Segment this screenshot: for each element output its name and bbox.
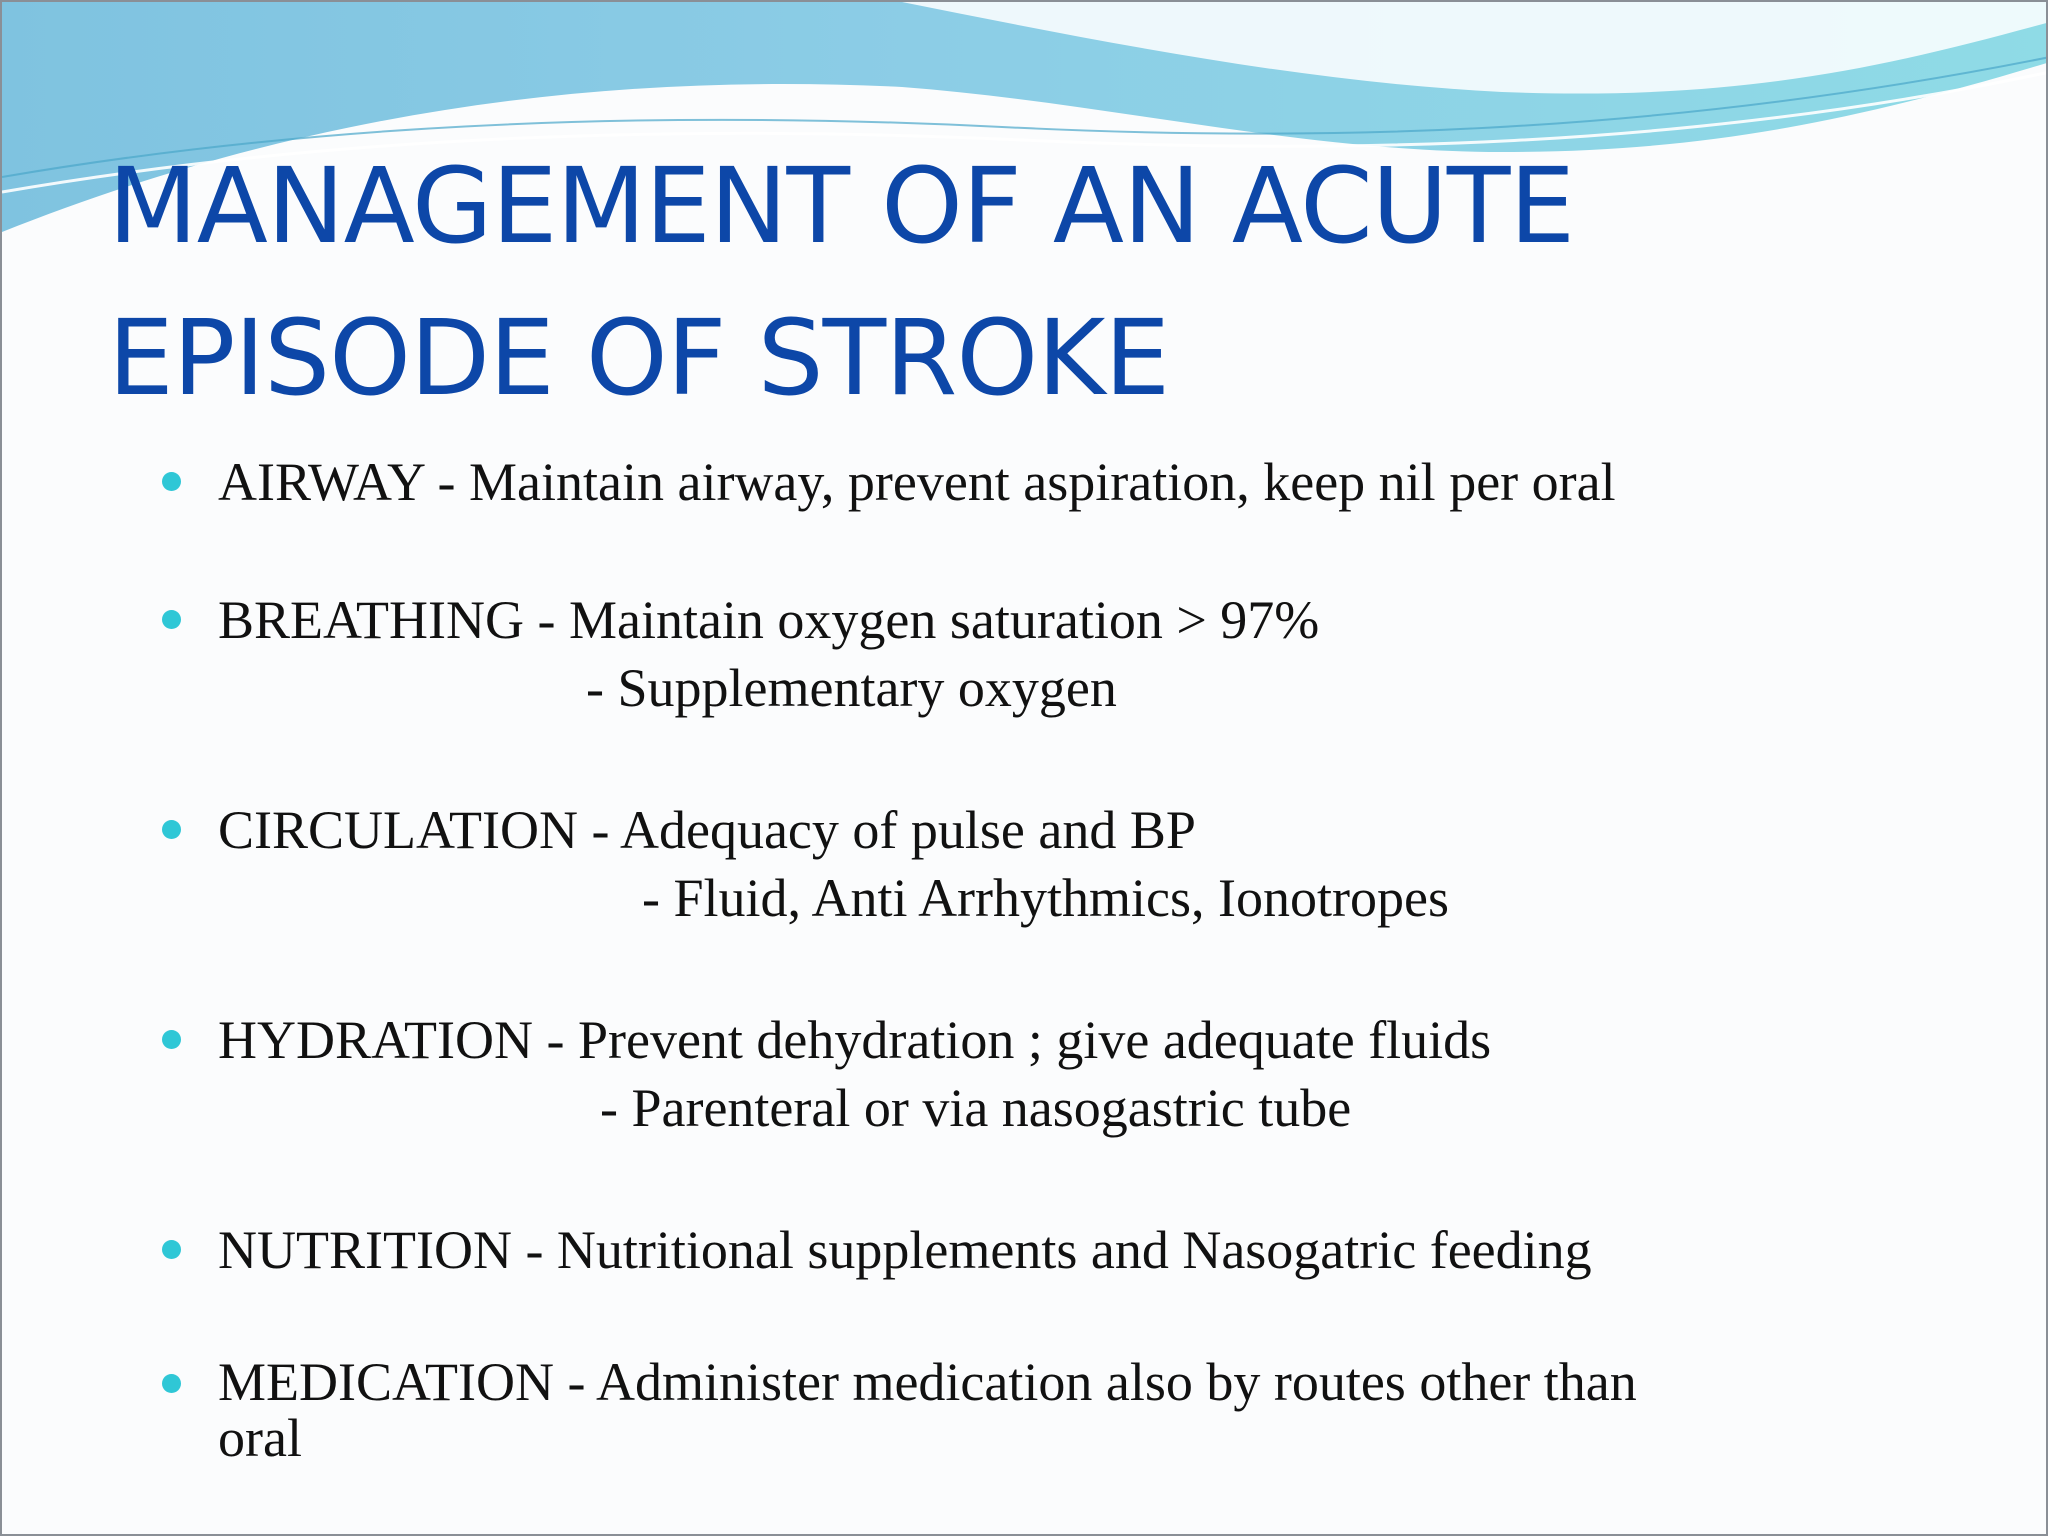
bullet-text: NUTRITION - Nutritional supplements and Nasogatric feeding	[218, 1220, 1592, 1280]
bullet-dot-icon	[162, 1240, 181, 1259]
bullet-dot-icon	[162, 610, 181, 629]
bullet-hydration	[218, 1006, 1491, 1142]
bullet-dot-icon	[162, 472, 181, 491]
bullet-text: MEDICATION - Administer medication also by routes other than	[218, 1352, 1637, 1412]
bullet-airway	[218, 448, 1616, 516]
bullet-text: AIRWAY - Maintain airway, prevent aspiration, keep nil per oral	[218, 452, 1616, 512]
title-line-1: MANAGEMENT OF AN ACUTE	[108, 145, 1575, 267]
bullet-text: BREATHING - Maintain oxygen saturation > 97%	[218, 590, 1320, 650]
bullet-circulation	[218, 796, 1449, 932]
bullet-dot-icon	[162, 1374, 181, 1393]
bullet-subtext: - Supplementary oxygen	[586, 658, 1117, 718]
bullet-subtext: - Fluid, Anti Arrhythmics, Ionotropes	[642, 868, 1449, 928]
bullet-text: CIRCULATION - Adequacy of pulse and BP	[218, 800, 1196, 860]
bullet-nutrition	[218, 1216, 1592, 1284]
bullet-medication	[218, 1354, 1637, 1466]
slide-title	[108, 130, 1908, 434]
bullet-dot-icon	[162, 820, 181, 839]
bullet-dot-icon	[162, 1030, 181, 1049]
bullet-text: HYDRATION - Prevent dehydration ; give adequate fluids	[218, 1010, 1492, 1070]
bullet-subtext: - Parenteral or via nasogastric tube	[600, 1078, 1352, 1138]
title-line-2: EPISODE OF STROKE	[108, 297, 1170, 419]
bullet-text-continued: oral	[218, 1408, 302, 1468]
bullet-breathing	[218, 586, 1319, 722]
